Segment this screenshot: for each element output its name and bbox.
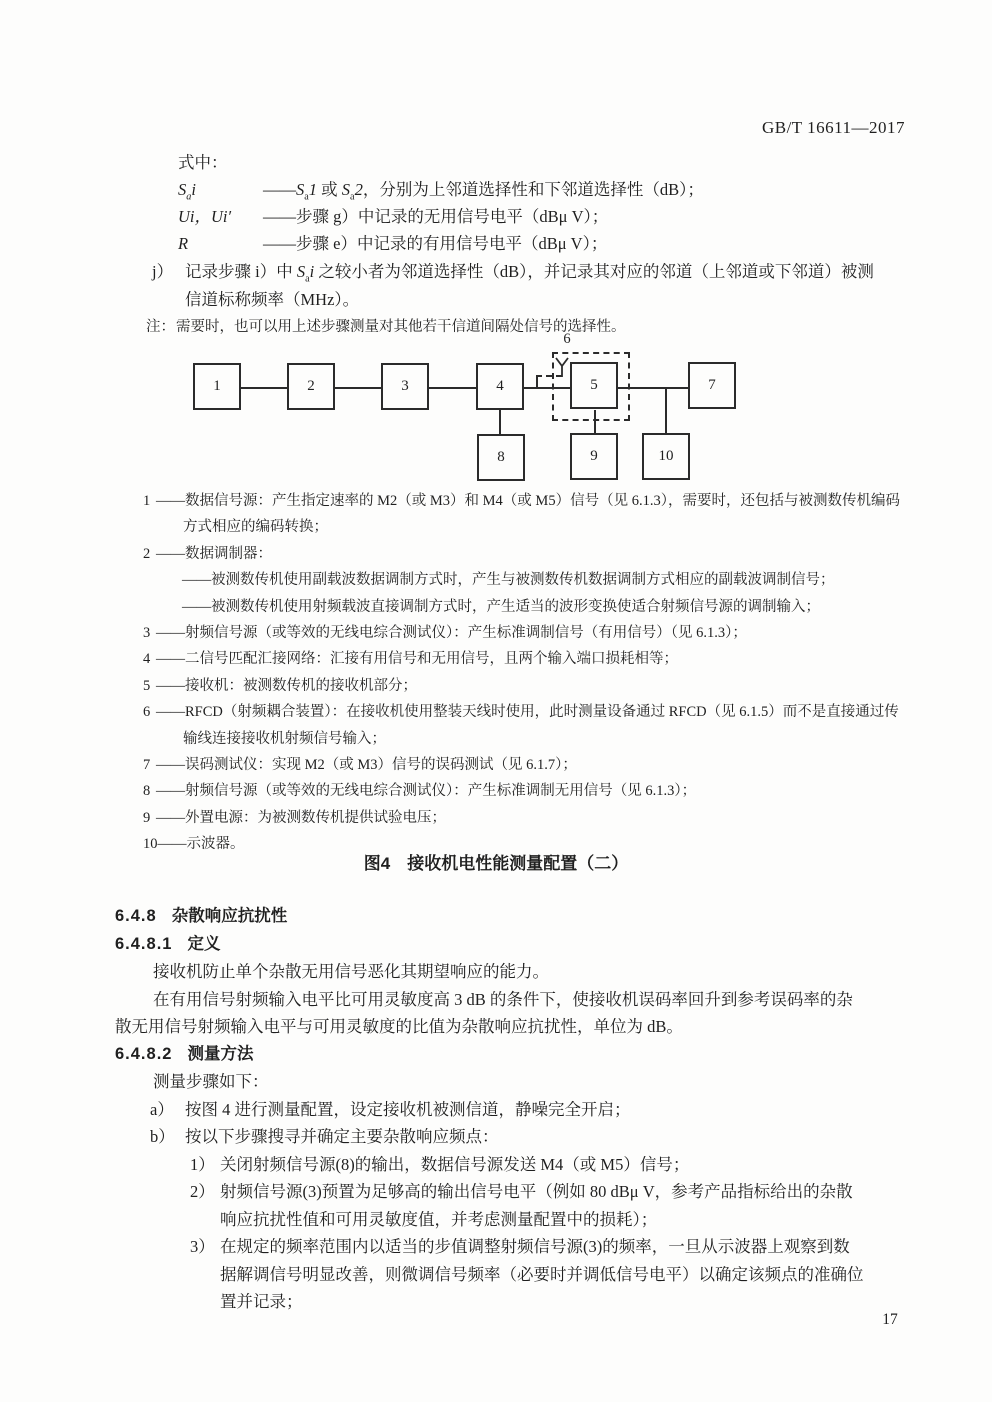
diagram-box-1: 1 (193, 363, 241, 410)
symbol-description: $——S_a1$ 或 $S_a2$，分别为上邻道选择性和下邻道选择性（dB）； (263, 180, 704, 203)
connector-line (241, 387, 287, 389)
legend-number: 4 (143, 651, 151, 668)
symbol-description: ——步骤 g）中记录的无用信号电平（dBμ V）； (263, 207, 609, 226)
list-marker: 2） (190, 1182, 215, 1201)
legend-number: 9 (143, 809, 151, 826)
where-label: 式中： (178, 153, 228, 172)
symbol-term: R (178, 234, 189, 253)
note-label: 注： (146, 319, 175, 335)
symbol-definition-list (178, 176, 918, 257)
section-heading-648 (115, 903, 903, 931)
legend-number: 2 (143, 545, 151, 562)
page-number: 17 (882, 1311, 898, 1328)
legend-text: ——射频信号源（或等效的无线电综合测试仪）：产生标准调制信号（有用信号）（见 6.1.3）； (156, 625, 747, 642)
symbol-definition-row (178, 230, 918, 257)
list-item-text: 记录步骤 i）中 $S_ai$ 之较小者为邻道选择性（dB），并记录其对应的邻道（上邻道或下邻道）被测信道标称频率（MHz）。 (185, 262, 874, 309)
step-text: 按图 4 进行测量配置，设定接收机被测信道，静噪完全开启； (185, 1099, 631, 1119)
diagram-box-9: 9 (570, 433, 618, 480)
list-marker: b） (150, 1127, 175, 1146)
section-title: 定义 (187, 934, 221, 953)
legend-text: ——二信号匹配汇接网络：汇接有用信号和无用信号，且两个输入端口损耗相等； (156, 651, 678, 668)
figure-legend (143, 488, 905, 858)
substep-item-2 (190, 1178, 865, 1233)
diagram-box-5: 5 (570, 362, 618, 409)
legend-item (143, 805, 905, 831)
substep-item-3 (190, 1233, 865, 1316)
connector-line (335, 387, 381, 389)
substep-item-1 (190, 1151, 865, 1179)
substep-text: 关闭射频信号源(8)的输出，数据信号源发送 M4（或 M5）信号； (220, 1154, 690, 1174)
step-item-a (150, 1096, 905, 1124)
legend-text: ——数据调制器： (156, 545, 272, 562)
note-text: 需要时，也可以用上述步骤测量对其他若干信道间隔处信号的选择性。 (176, 319, 626, 335)
antenna-icon (555, 357, 569, 378)
section-title: 杂散响应抗扰性 (171, 907, 288, 925)
symbol-description: ——步骤 e）中记录的有用信号电平（dBμ V）； (263, 234, 608, 253)
connector-line (499, 410, 501, 434)
paragraph: 接收机防止单个杂散无用信号恶化其期望响应的能力。 (153, 962, 549, 981)
symbol-definition-row (178, 203, 918, 230)
legend-item (143, 541, 905, 567)
symbol-term: Ui，Ui′ (178, 207, 232, 226)
symbol-definition-row (178, 176, 918, 203)
symbol-term: $S_ai$ (178, 180, 196, 203)
step-text: 按以下步骤搜寻并确定主要杂散响应频点： (185, 1127, 499, 1146)
legend-subitem: ——被测数传机使用副载波数据调制方式时，产生与被测数传机数据调制方式相应的副载波调制信号； (182, 572, 835, 589)
connector-line (665, 387, 667, 433)
legend-item (143, 620, 905, 646)
legend-text: ——外置电源：为被测数传机提供试验电压； (156, 809, 446, 826)
section-heading-6481 (115, 931, 903, 959)
section-heading-6482 (115, 1041, 903, 1069)
legend-number: 7 (143, 757, 151, 774)
legend-item (143, 488, 905, 541)
diagram-box-2: 2 (287, 363, 335, 410)
legend-text: ——误码测试仪：实现 M2（或 M3）信号的误码测试（见 6.1.7）； (156, 757, 577, 774)
legend-text: ——RFCD（射频耦合装置）：在接收机使用整装天线时使用，此时测量设备通过 RFCD（见 6.1.5）而不是直接通过传输线连接接收机射频信号输入； (156, 704, 899, 747)
legend-number: 5 (143, 677, 151, 694)
list-item-j (152, 258, 880, 313)
section-title: 测量方法 (187, 1044, 254, 1063)
connector-line (429, 387, 476, 389)
list-marker: a） (150, 1099, 174, 1119)
doc-number: GB/T 16611—2017 (761, 118, 905, 137)
list-marker: j） (152, 262, 174, 281)
legend-item (143, 646, 905, 672)
legend-number: 10 (143, 836, 158, 853)
diagram-box-10: 10 (642, 433, 690, 480)
legend-text: ——接收机：被测数传机的接收机部分； (156, 677, 417, 694)
paragraph: 测量步骤如下： (153, 1072, 269, 1091)
legend-item (143, 778, 905, 804)
substep-text: 在规定的频率范围内以适当的步值调整射频信号源(3)的频率，一旦从示波器上观察到数据解调信号明显改善，则微调信号频率（必要时并调低信号电平）以确定该频点的准确位置并记录； (220, 1237, 864, 1311)
diagram-box-8: 8 (477, 434, 525, 481)
legend-number: 3 (143, 625, 151, 642)
diagram-box-4: 4 (476, 363, 524, 410)
rfcd-box-label: 6 (563, 331, 571, 347)
list-marker: 3） (190, 1237, 215, 1256)
step-item-b (150, 1123, 905, 1151)
note (146, 315, 626, 339)
body-sections (115, 903, 903, 1316)
diagram-box-3: 3 (381, 363, 429, 410)
legend-text: ——数据信号源：产生指定速率的 M2（或 M3）和 M4（或 M5）信号（见 6.1.3），需要时，还包括与被测数传机编码方式相应的编码转换； (156, 493, 900, 536)
paragraph: 在有用信号射频输入电平比可用灵敏度高 3 dB 的条件下，使接收机误码率回升到参考误码率的杂散无用信号射频输入电平与可用灵敏度的比值为杂散响应抗扰性，单位为 dB。 (115, 989, 853, 1036)
legend-subitem: ——被测数传机使用射频载波直接调制方式时，产生适当的波形变换使适合射频信号源的调制输入； (182, 598, 820, 615)
legend-number: 1 (143, 493, 151, 509)
legend-item (143, 752, 905, 778)
substep-text: 射频信号源(3)预置为足够高的输出信号电平（例如 80 dBμ V，参考产品指标给出的杂散响应抗扰性值和可用灵敏度值，并考虑测量配置中的损耗）； (220, 1182, 853, 1229)
diagram-box-7: 7 (688, 362, 736, 409)
legend-item (143, 699, 905, 752)
legend-text: ——射频信号源（或等效的无线电综合测试仪）：产生标准调制无用信号（见 6.1.3）； (156, 783, 697, 800)
section-number: 6.4.8 (115, 907, 157, 925)
legend-number: 6 (143, 704, 151, 721)
rfcd-dashed-feed (536, 376, 538, 387)
section-number: 6.4.8.2 (115, 1044, 173, 1063)
section-number: 6.4.8.1 (115, 934, 173, 953)
figure-caption: 图4 接收机电性能测量配置（二） (363, 854, 629, 873)
figure-block-diagram (115, 331, 915, 491)
legend-number: 8 (143, 783, 151, 800)
legend-text: ——示波器。 (157, 836, 245, 853)
list-marker: 1） (190, 1154, 215, 1174)
legend-item (143, 673, 905, 699)
